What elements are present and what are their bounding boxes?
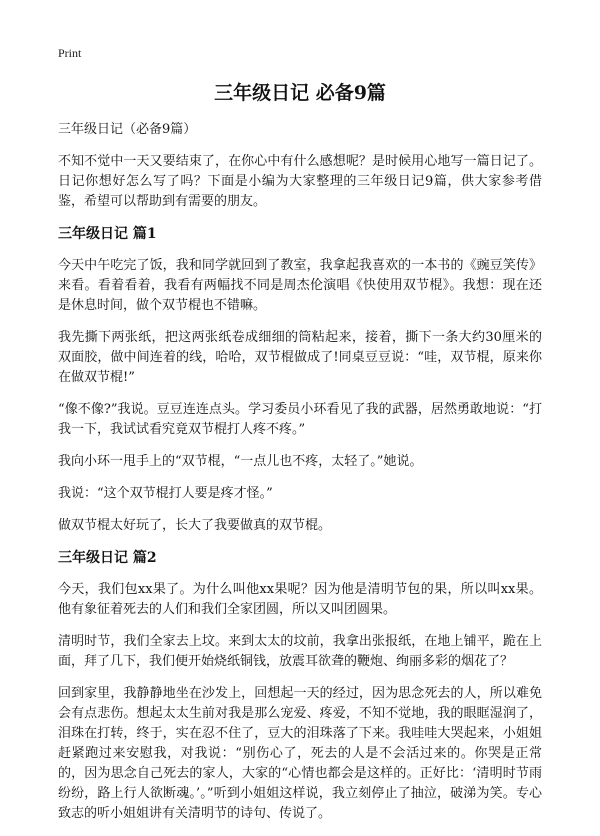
page-title: 三年级日记 必备9篇	[214, 82, 386, 104]
article-body	[58, 120, 542, 836]
section-1-paragraph: 今天中午吃完了饭，我和同学就回到了教室，我拿起我喜欢的一本书的《豌豆笑传》来看。看着看着，我看有两幅找不同是周杰伦演唱《快使用双节棍》。我想：现在还是休息时间，做个双节棍也不错嘛。	[58, 258, 542, 313]
section-2-paragraph: 今天，我们包xx果了。为什么叫他xx果呢？因为他是清明节包的果，所以叫xx果。他有象征着死去的人们和我们全家团圆，所以又叫团圆果。	[58, 582, 542, 617]
section-1-paragraph: 我向小环一甩手上的“双节棍，“一点儿也不疼，太轻了。”她说。	[58, 454, 423, 469]
section-1-paragraph: 我说：“这个双节棍打人要是疼才怪。”	[58, 486, 273, 501]
print-link[interactable]: Print	[58, 46, 82, 60]
article-subtitle: 三年级日记（必备9篇）	[58, 122, 197, 137]
section-heading-2: 三年级日记 篇2	[58, 550, 157, 566]
section-2-paragraph: 回到家里，我静静地坐在沙发上，回想起一天的经过，因为思念死去的人，所以难免会有点悲伤。想起太太生前对我是那么宠爱、疼爱，不知不觉地，我的眼眶湿润了，泪珠在打转，终于，实在忍不住了，豆大的泪珠落了下来。我哇哇大哭起来，小姐姐赶紧跑过来安慰我，对我说：“别伤心了，死去的人是不会活过来的。你哭是正常的，因为思念自己死去的家人，大家的“心情也都会是这样的。正好比：‘清明时节雨纷纷，路上行人欲断魂。’。”听到小姐姐这样说，我立刻停止了抽泣，破涕为笑。专心致志的听小姐姐讲有关清明节的诗句、传说了。	[58, 686, 542, 821]
intro-paragraph: 不知不觉中一天又要结束了，在你心中有什么感想呢？是时候用心地写一篇日记了。日记你想好怎么写了吗？下面是小编为大家整理的三年级日记9篇，供大家参考借鉴，希望可以帮助到有需要的朋友。	[58, 154, 542, 209]
section-2-paragraph: 清明时节，我们全家去上坟。来到太太的坟前，我拿出张报纸，在地上铺平，跪在上面，拜了几下，我们便开始烧纸铜钱，放震耳欲聋的鞭炮、绚丽多彩的烟花了？	[58, 634, 542, 669]
section-heading-1: 三年级日记 篇1	[58, 226, 157, 242]
section-1-paragraph: 做双节棍太好玩了，长大了我要做真的双节棍。	[58, 518, 332, 533]
section-1-paragraph: 我先撕下两张纸，把这两张纸卷成细细的筒粘起来，接着，撕下一条大约30厘米的双面胶，做中间连着的线，哈哈，双节棍做成了!同桌豆豆说：“哇，双节棍，原来你在做双节棍!”	[58, 330, 542, 385]
section-1-paragraph: “像不像?”我说。豆豆连连点头。学习委员小环看见了我的武器，居然勇敢地说：“打我一下，我试试看究竟双节棍打人疼不疼。”	[58, 402, 542, 437]
